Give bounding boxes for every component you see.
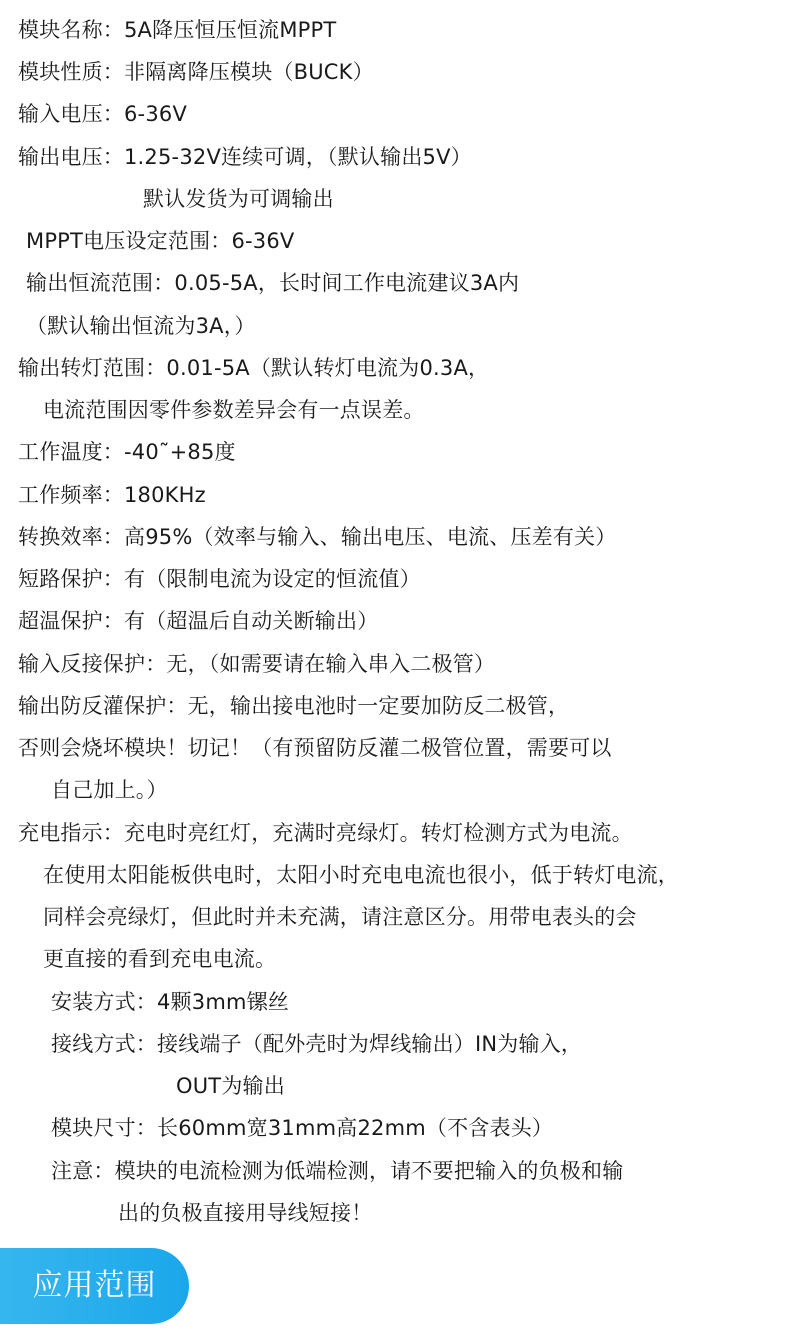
spec-line-solar-note: 在使用太阳能板供电时，太阳小时充电电流也很小，低于转灯电流， <box>43 863 679 887</box>
spec-line-caution: 注意：模块的电流检测为低端检测，请不要把输入的负极和输 <box>51 1159 624 1183</box>
spec-line-default-shipping: 默认发货为可调输出 <box>143 187 334 211</box>
section-badge-label: 应用范围 <box>32 1268 157 1303</box>
spec-line-output-voltage: 输出电压：1.25-32V连续可调，（默认输出5V） <box>18 145 472 169</box>
spec-line-frequency: 工作频率：180KHz <box>18 483 206 507</box>
spec-line-mounting: 安装方式：4颗3mm镙丝 <box>51 990 290 1014</box>
spec-line-indicator-tolerance: 电流范围因零件参数差异会有一点误差。 <box>43 398 425 422</box>
spec-line-backflow: 输出防反灌保护：无，输出接电池时一定要加防反二极管， <box>18 694 570 718</box>
spec-line-charge-indicator: 充电指示：充电时亮红灯，充满时亮绿灯。转灯检测方式为电流。 <box>18 821 633 845</box>
spec-line-module-name: 模块名称：5A降压恒压恒流MPPT <box>18 18 337 42</box>
spec-line-backflow-note: 自己加上。） <box>51 778 168 802</box>
spec-line-solar-note-3: 更直接的看到充电电流。 <box>43 947 277 971</box>
spec-line-solar-note-2: 同样会亮绿灯，但此时并未充满，请注意区分。用带电表头的会 <box>43 905 637 929</box>
spec-line-temperature: 工作温度：-40˜+85度 <box>18 440 236 464</box>
spec-line-indicator-range: 输出转灯范围：0.01-5A（默认转灯电流为0.3A， <box>18 356 490 380</box>
spec-line-wiring-output: OUT为输出 <box>176 1074 285 1098</box>
spec-line-over-temperature: 超温保护：有（超温后自动关断输出） <box>18 609 379 633</box>
spec-line-constant-current-default: （默认输出恒流为3A，） <box>26 314 256 338</box>
spec-line-dimensions: 模块尺寸：长60mm宽31mm高22mm（不含表头） <box>51 1116 554 1140</box>
spec-line-mppt-range: MPPT电压设定范围：6-36V <box>26 229 295 253</box>
spec-line-caution-2: 出的负极直接用导线短接！ <box>118 1201 373 1225</box>
spec-line-module-type: 模块性质：非隔离降压模块（BUCK） <box>18 60 374 84</box>
spec-line-wiring: 接线方式：接线端子（配外壳时为焊线输出）IN为输入， <box>51 1032 583 1056</box>
spec-line-short-circuit: 短路保护：有（限制电流为设定的恒流值） <box>18 567 421 591</box>
spec-line-backflow-warning: 否则会烧坏模块！切记！（有预留防反灌二极管位置，需要可以 <box>18 736 612 760</box>
section-badge-application <box>0 1248 189 1324</box>
spec-line-constant-current: 输出恒流范围：0.05-5A，长时间工作电流建议3A内 <box>26 271 520 295</box>
spec-line-input-voltage: 输入电压：6-36V <box>18 102 188 126</box>
spec-line-efficiency: 转换效率：高95%（效率与输入、输出电压、电流、压差有关） <box>18 525 617 549</box>
spec-line-reverse-input: 输入反接保护：无，（如需要请在输入串入二极管） <box>18 652 496 676</box>
